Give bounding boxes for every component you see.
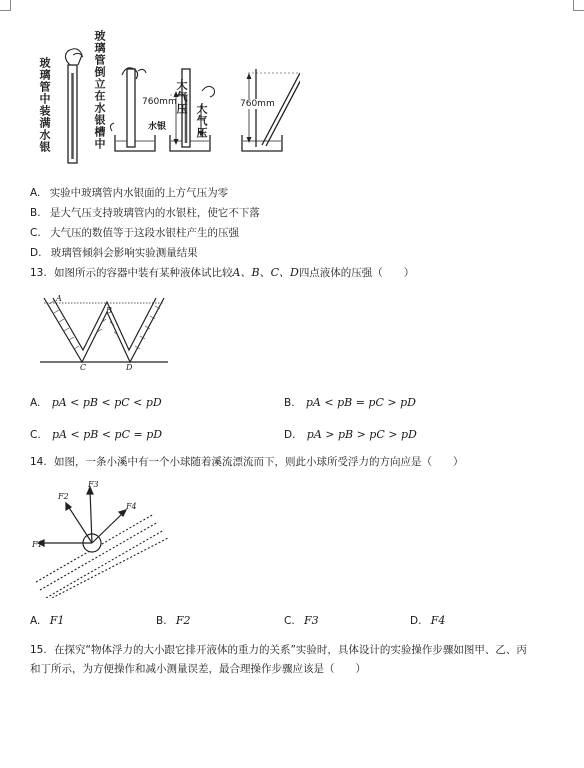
option-letter: D. (284, 429, 296, 441)
question-stem: 在探究“物体浮力的大小跟它排开液体的重力的关系”实验时，具体设计的实验操作步骤如图甲、乙、丙 (54, 644, 527, 656)
question-number: 15. (30, 644, 47, 656)
q14-option-d (410, 614, 445, 628)
floating-ball-figure (30, 478, 170, 598)
option-text: 是大气压支持玻璃管内的水银柱，使它不下落 (49, 207, 260, 219)
option-text: 大气压的数值等于这段水银柱产生的压强 (50, 227, 240, 239)
q14-stem (30, 455, 464, 469)
q13-option-d (284, 428, 417, 442)
force-f1-label: F1 (32, 540, 43, 549)
floating-ball-drawing (30, 478, 170, 598)
option-letter: B. (30, 207, 41, 219)
question-number: 13. (30, 267, 47, 279)
force-f3-label: F3 (88, 480, 99, 489)
corner-mark-top-right (573, 0, 584, 11)
option-letter: B. (284, 397, 295, 409)
q15-stem-line1 (30, 643, 527, 657)
option-text: 玻璃管倾斜会影响实验测量结果 (50, 247, 198, 259)
q14-option-c (284, 614, 319, 628)
question-points: A、B、C、D (232, 266, 299, 279)
option-text: pA > pB > pC > pD (306, 428, 417, 441)
label-atmos-pressure-a: 大气压 (175, 79, 188, 115)
q13-stem (30, 266, 414, 280)
option-letter: D. (410, 615, 422, 627)
label-760mm-b: 760mm (240, 99, 275, 109)
q12-option-c (30, 226, 239, 240)
option-text: pA < pB < pC < pD (51, 396, 162, 409)
q12-option-b (30, 206, 260, 220)
point-b-label: B (106, 306, 112, 315)
option-letter: D. (30, 247, 42, 259)
question-stem: 如图，一条小溪中有一个小球随着溪流漂流而下，则此小球所受浮力的方向应是（ ） (54, 456, 464, 468)
question-number: 14. (30, 456, 47, 468)
option-letter: C. (30, 429, 41, 441)
option-text: F2 (175, 614, 191, 627)
option-letter: A. (30, 187, 41, 199)
question-stem-continued: 和丁所示，为方便操作和减小测量误差，最合理操作步骤应该是（ ） (30, 663, 366, 675)
q14-option-a (30, 614, 64, 628)
label-tube-inverted: 玻璃管倒立在水银槽中 (93, 30, 106, 150)
label-tube-full-mercury: 玻璃管中装满水银 (38, 57, 51, 153)
label-atmos-pressure-b: 大气压 (195, 103, 208, 139)
option-letter: A. (30, 615, 41, 627)
point-a-label: A (56, 294, 62, 303)
point-d-label: D (126, 363, 133, 372)
option-text: 实验中玻璃管内水银面的上方气压为零 (49, 187, 229, 199)
q12-option-a (30, 186, 228, 200)
option-text: F3 (304, 614, 319, 627)
label-mercury: 水银 (148, 122, 167, 132)
q15-stem-line2 (30, 662, 366, 676)
q13-option-a (30, 396, 162, 410)
q14-option-b (156, 614, 191, 628)
option-text: F4 (430, 614, 446, 627)
q13-option-c (30, 428, 162, 442)
force-f4-label: F4 (126, 502, 137, 511)
q12-option-d (30, 246, 198, 260)
label-760mm-a: 760mm (142, 97, 177, 107)
question-stem: 如图所示的容器中装有某种液体试比较 (54, 267, 233, 279)
option-text: pA < pB < pC = pD (52, 428, 163, 441)
w-container-figure (40, 292, 180, 374)
option-text: pA < pB = pC > pD (305, 396, 416, 409)
option-letter: A. (30, 397, 41, 409)
corner-mark-top-left (0, 0, 11, 11)
force-f2-label: F2 (58, 492, 69, 501)
torricelli-figure (30, 25, 300, 175)
question-stem-end: 四点液体的压强（ ） (298, 267, 415, 279)
option-letter: B. (156, 615, 167, 627)
point-c-label: C (80, 363, 87, 372)
option-text: F1 (49, 614, 65, 627)
option-letter: C. (30, 227, 41, 239)
option-letter: C. (284, 615, 295, 627)
q13-option-b (284, 396, 416, 410)
w-container-drawing (40, 292, 180, 374)
